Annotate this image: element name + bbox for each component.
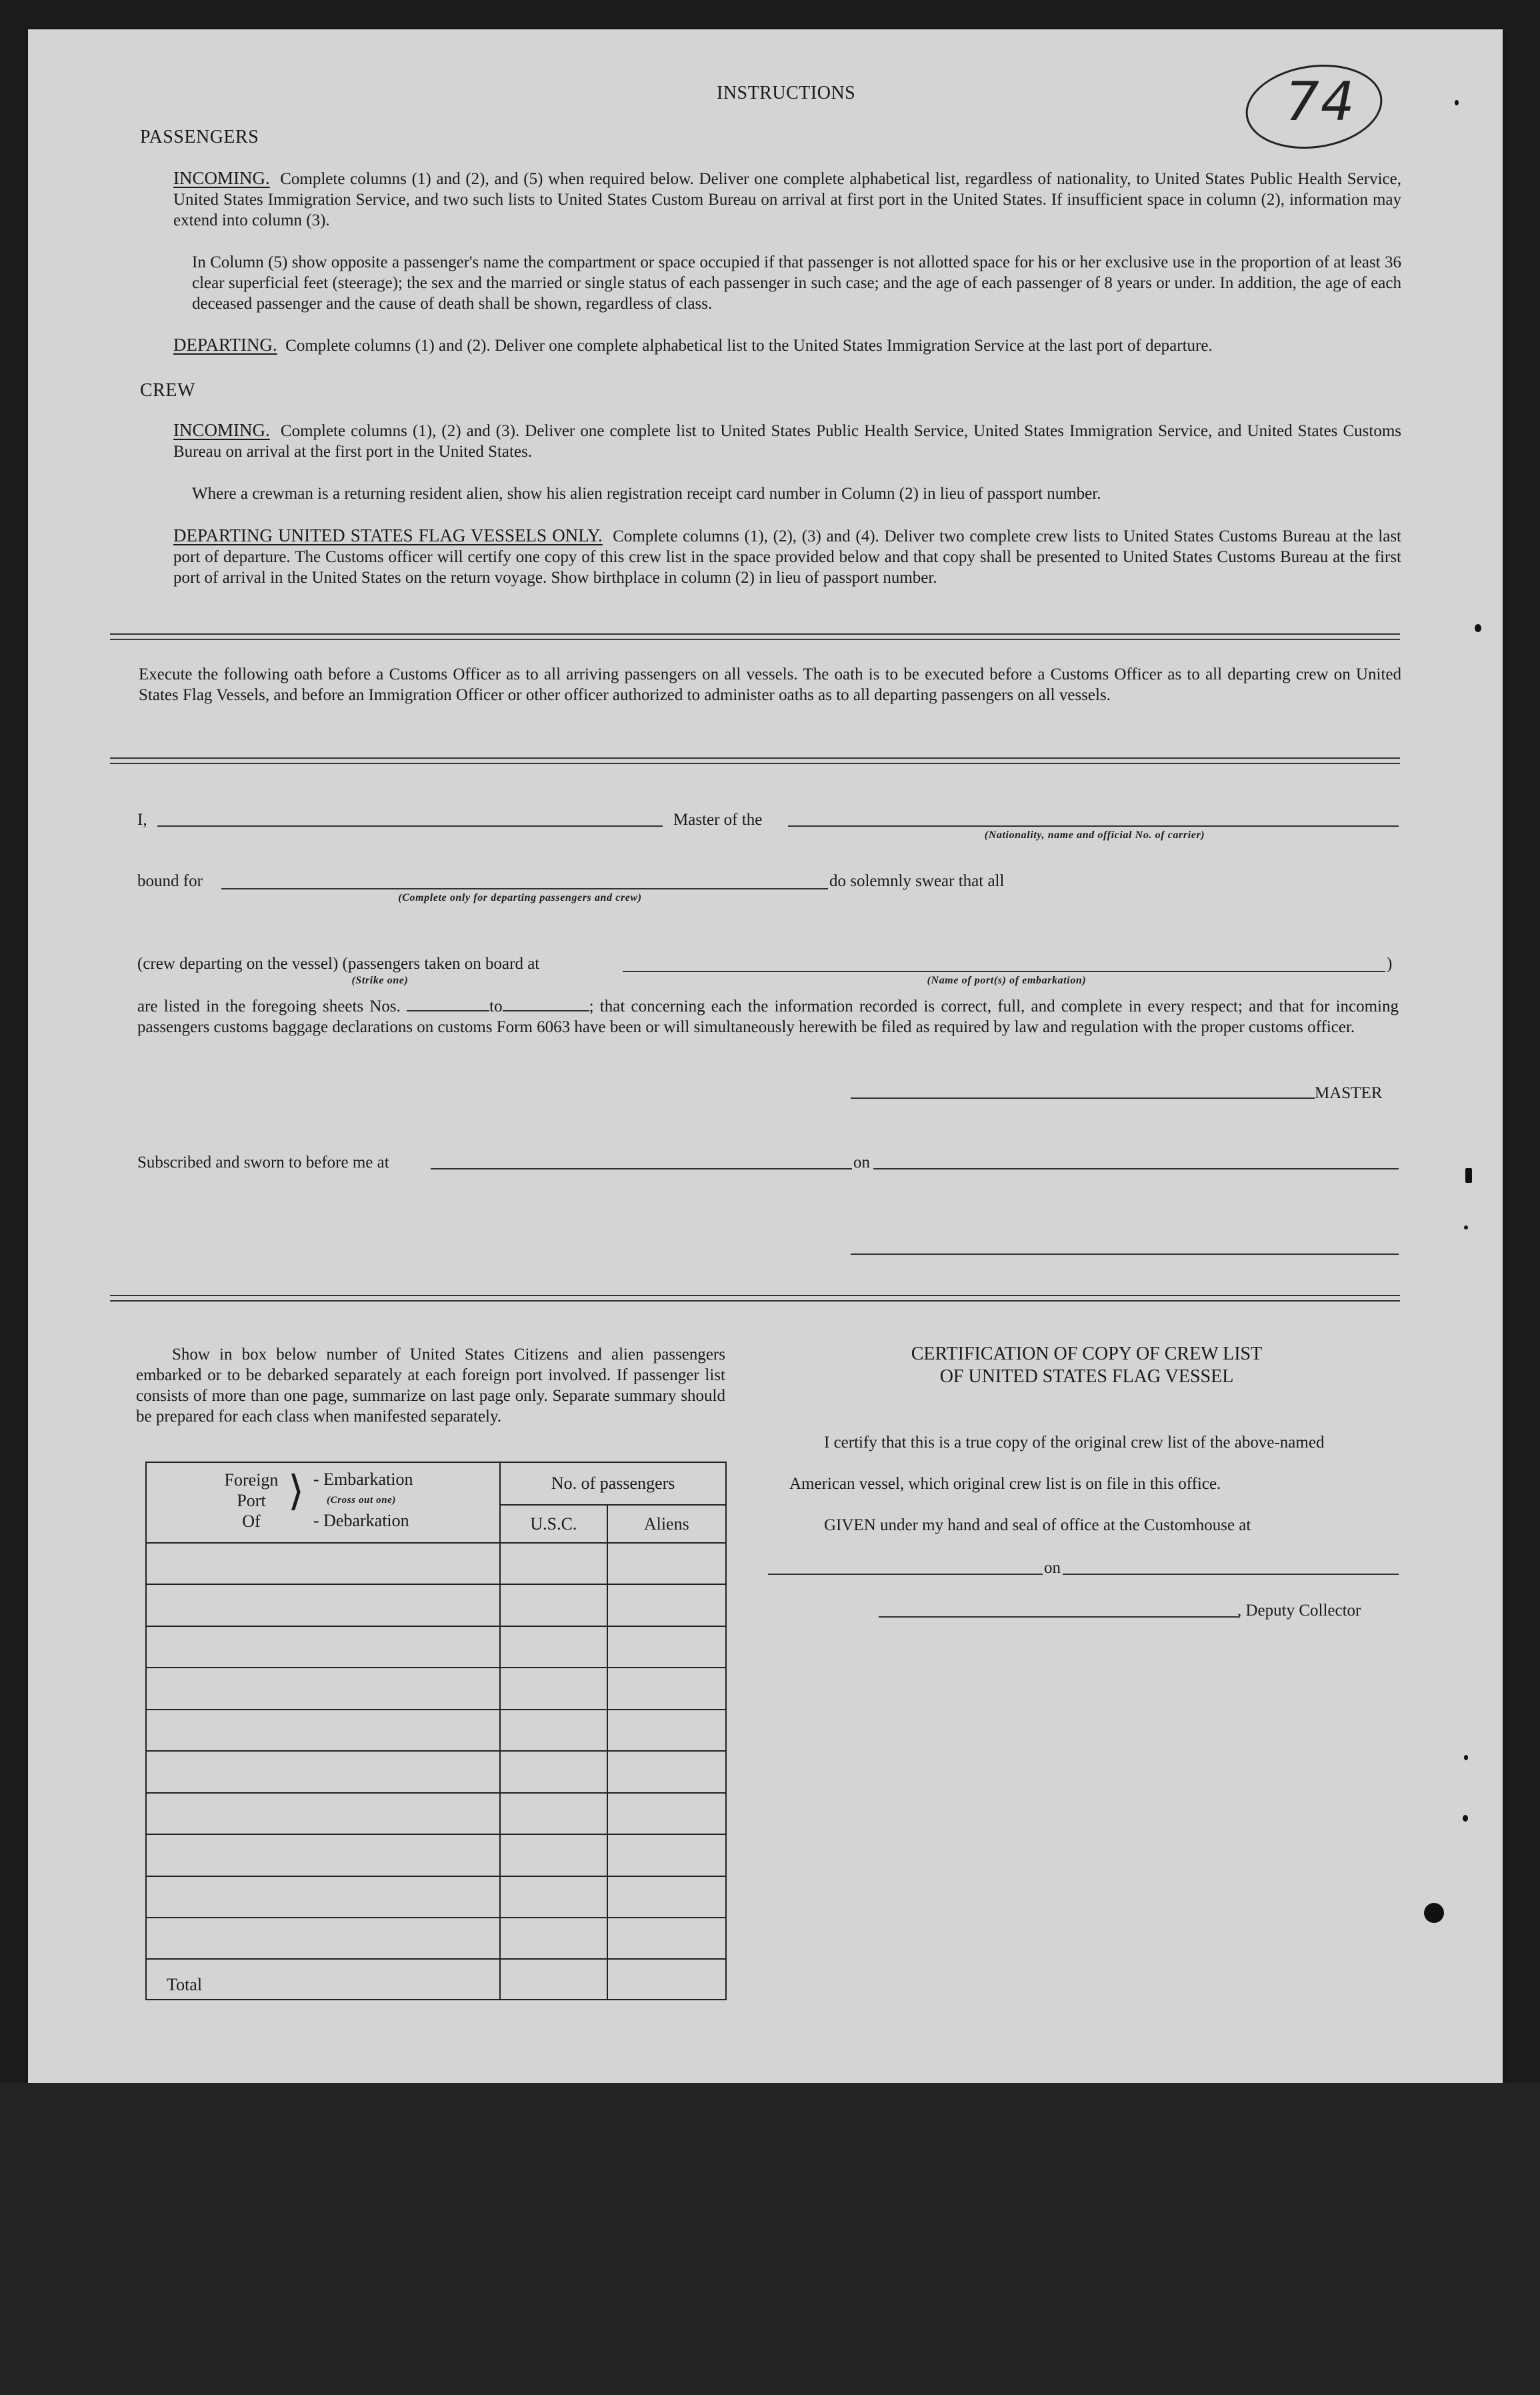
aliens-cell[interactable]: [607, 1710, 726, 1751]
aliens-cell[interactable]: [607, 1834, 726, 1876]
usc-cell[interactable]: [500, 1834, 607, 1876]
aliens-total-cell[interactable]: [607, 1959, 726, 2000]
port-cell[interactable]: [146, 1668, 500, 1709]
subscribed-label: Subscribed and sworn to before me at: [137, 1153, 389, 1171]
passengers-incoming-text: Complete columns (1) and (2), and (5) when required below. Deliver one complete alphabetical list, regardless of nationality, to United States Public Health Service, United States Immigration Service, and two such lists to United States Custom Bureau on arrival at first port in the United States. If insufficient space in column (2), information may extend into column (3).: [173, 170, 1402, 229]
divider-rule: [110, 757, 1400, 759]
crew-incoming-paragraph: [173, 420, 1401, 462]
port-cell[interactable]: [146, 1834, 500, 1876]
usc-cell[interactable]: [500, 1876, 607, 1918]
certification-title-line1: CERTIFICATION OF COPY OF CREW LIST: [911, 1344, 1263, 1364]
usc-cell[interactable]: [500, 1751, 607, 1792]
handwritten-page-number: 74: [1285, 71, 1356, 133]
given-line: GIVEN under my hand and seal of office at the Customhouse at: [824, 1516, 1251, 1534]
aliens-cell[interactable]: [607, 1668, 726, 1709]
table-row: [146, 1876, 726, 1918]
scan-mark: [1424, 1903, 1444, 1923]
usc-cell[interactable]: [500, 1543, 607, 1584]
certification-date-line[interactable]: [1063, 1574, 1399, 1575]
column5-paragraph: In Column (5) show opposite a passenger's name the compartment or space occupied if that passenger is not allotted space for his or her exclusive use in the proportion of at least 36 clear superficial feet (steerage); the sex and the married or single status of each passenger in such case; and the age of each passenger of 8 years or under. In addition, the age of each deceased passenger and the cause of death shall be shown, regardless of class.: [192, 253, 1401, 313]
table-row: [146, 1626, 726, 1668]
table-row: [146, 1668, 726, 1709]
crew-passengers-text: (crew departing on the vessel) (passengers taken on board at: [137, 955, 540, 973]
certification-title: [787, 1343, 1387, 1388]
passengers-heading: PASSENGERS: [140, 127, 259, 147]
usc-cell[interactable]: [500, 1584, 607, 1626]
divider-rule: [110, 639, 1400, 640]
scan-mark: [1475, 624, 1481, 632]
nationality-caption: (Nationality, name and official No. of carrier): [984, 829, 1205, 841]
brace-icon: ⟩: [288, 1466, 305, 1516]
sworn-place-line[interactable]: [431, 1168, 852, 1169]
scan-mark: [1464, 1755, 1468, 1760]
scan-mark: [1464, 1226, 1468, 1230]
listed-prefix: are listed in the foregoing sheets Nos.: [137, 997, 401, 1015]
master-name-line[interactable]: [157, 825, 663, 827]
divider-rule: [110, 1295, 1400, 1296]
aliens-cell[interactable]: [607, 1751, 726, 1792]
usc-cell[interactable]: [500, 1918, 607, 1959]
bound-for-line[interactable]: [221, 888, 828, 889]
divider-rule: [110, 763, 1400, 764]
aliens-cell[interactable]: [607, 1626, 726, 1668]
aliens-header: Aliens: [607, 1505, 726, 1542]
port-cell[interactable]: [146, 1918, 500, 1959]
crew-departing-label: DEPARTING UNITED STATES FLAG VESSELS ONLY.: [173, 525, 603, 545]
passenger-summary-table: [145, 1462, 727, 2000]
of-label: Of: [242, 1512, 261, 1532]
foreign-port-header: [146, 1462, 500, 1543]
certify-line2: American vessel, which original crew list is on file in this office.: [789, 1475, 1221, 1493]
sworn-date-line[interactable]: [873, 1168, 1399, 1169]
scan-mark: [1455, 100, 1459, 105]
port-cell[interactable]: [146, 1876, 500, 1918]
port-cell[interactable]: [146, 1584, 500, 1626]
carrier-line[interactable]: [788, 825, 1399, 827]
instructions-title: INSTRUCTIONS: [717, 83, 856, 103]
table-row: [146, 1793, 726, 1834]
table-row: [146, 1918, 726, 1959]
sworn-on-label: on: [853, 1153, 870, 1171]
passengers-incoming-paragraph: [173, 168, 1401, 231]
port-cell[interactable]: [146, 1751, 500, 1792]
bound-for-label: bound for: [137, 872, 203, 890]
usc-cell[interactable]: [500, 1710, 607, 1751]
certify-line1: I certify that this is a true copy of the original crew list of the above-named: [824, 1434, 1325, 1452]
usc-header: U.S.C.: [500, 1505, 607, 1542]
summary-instructions: Show in box below number of United States Citizens and alien passengers embarked or to be debarked separately at each foreign port involved. If passenger list consists of more than one page, summarize on last page only. Separate summary should be prepared for each class when manifested separately.: [136, 1346, 725, 1426]
complete-caption: (Complete only for departing passengers and crew): [398, 892, 642, 903]
aliens-cell[interactable]: [607, 1793, 726, 1834]
usc-total-cell[interactable]: [500, 1959, 607, 2000]
table-row: [146, 1710, 726, 1751]
crew-departing-paragraph: [173, 525, 1401, 588]
customhouse-line[interactable]: [768, 1574, 1043, 1575]
passengers-departing-label: DEPARTING.: [173, 335, 277, 355]
crew-incoming-label: INCOMING.: [173, 420, 270, 440]
sheet-from-line[interactable]: [407, 997, 489, 1011]
crew-departing-text: Complete columns (1), (2), (3) and (4). Deliver two complete crew lists to United States Customs Bureau at the last port of departure. The Customs officer will certify one copy of this crew list in the space provided below and that copy shall be presented to United States Customs Bureau at the first port of arrival in the United States on the return voyage. Show birthplace in column (2) in lieu of passport number.: [173, 527, 1402, 587]
crew-heading: CREW: [140, 380, 195, 401]
ports-caption: (Name of port(s) of embarkation): [927, 975, 1087, 986]
certification-on-label: on: [1044, 1559, 1061, 1577]
officer-signature-line[interactable]: [851, 1254, 1399, 1255]
port-cell[interactable]: [146, 1626, 500, 1668]
port-label: Port: [237, 1491, 266, 1511]
port-cell[interactable]: [146, 1710, 500, 1751]
foreign-label: Foreign: [224, 1470, 279, 1490]
table-row: [146, 1834, 726, 1876]
embarkation-label: - Embarkation: [313, 1470, 413, 1490]
certification-title-line2: OF UNITED STATES FLAG VESSEL: [939, 1366, 1234, 1387]
crew-incoming-text: Complete columns (1), (2) and (3). Deliver one complete list to United States Public Health Service, United States Immigration Service, and United States Customs Bureau on arrival at the first port in the United States.: [173, 422, 1401, 461]
table-row: [146, 1584, 726, 1626]
passengers-departing-paragraph: [173, 335, 1401, 356]
no-of-passengers-header: No. of passengers: [500, 1462, 726, 1505]
aliens-cell[interactable]: [607, 1876, 726, 1918]
listed-text: ; that concerning each the information recorded is correct, full, and complete in every respect; and that for incoming passengers customs baggage declarations on customs Form 6063 have been or will simultaneously herewith be filed as required by law and regulation with the proper customs officer.: [137, 997, 1399, 1036]
crew-resident-paragraph: Where a crewman is a returning resident alien, show his alien registration receipt card number in Column (2) in lieu of passport number.: [192, 485, 1101, 503]
master-label: MASTER: [1315, 1084, 1383, 1102]
strike-caption: (Strike one): [351, 975, 409, 986]
sheet-to-line[interactable]: [503, 997, 589, 1011]
closing-paren: ): [1387, 955, 1393, 973]
listed-paragraph: [137, 996, 1399, 1037]
master-signature-line[interactable]: [851, 1097, 1315, 1099]
deputy-collector-label: , Deputy Collector: [1237, 1602, 1361, 1620]
usc-cell[interactable]: [500, 1793, 607, 1834]
master-of-the-label: Master of the: [673, 811, 763, 829]
usc-cell[interactable]: [500, 1626, 607, 1668]
passengers-incoming-label: INCOMING.: [173, 168, 270, 188]
table-row: [146, 1751, 726, 1792]
deputy-signature-line[interactable]: [879, 1616, 1239, 1618]
table-row: [146, 1543, 726, 1584]
aliens-cell[interactable]: [607, 1918, 726, 1959]
swear-text: do solemnly swear that all: [829, 872, 1005, 890]
embarkation-port-line[interactable]: [623, 971, 1385, 972]
oath-i-label: I,: [137, 811, 147, 829]
port-cell[interactable]: [146, 1543, 500, 1584]
total-row: [146, 1959, 726, 2000]
scan-mark: [1463, 1815, 1468, 1822]
aliens-cell[interactable]: [607, 1584, 726, 1626]
divider-rule: [110, 633, 1400, 635]
scan-background: [0, 2083, 1540, 2395]
divider-rule: [110, 1300, 1400, 1302]
port-cell[interactable]: [146, 1793, 500, 1834]
to-label: to: [489, 997, 503, 1015]
cross-out-caption: (Cross out one): [327, 1495, 397, 1506]
usc-cell[interactable]: [500, 1668, 607, 1709]
aliens-cell[interactable]: [607, 1543, 726, 1584]
passengers-departing-text: Complete columns (1) and (2). Deliver one complete alphabetical list to the United States Immigration Service at the last port of departure.: [285, 337, 1213, 355]
debarkation-label: - Debarkation: [313, 1511, 409, 1531]
total-label: Total: [146, 1959, 500, 2000]
oath-instruction: Execute the following oath before a Customs Officer as to all arriving passengers on all vessels. The oath is to be executed before a Customs Officer as to all departing crew on United States Flag Vessels, and before an Immigration Officer or other officer authorized to administer oaths as to all departing passengers on all vessels.: [139, 665, 1401, 704]
scan-mark: [1465, 1168, 1472, 1183]
